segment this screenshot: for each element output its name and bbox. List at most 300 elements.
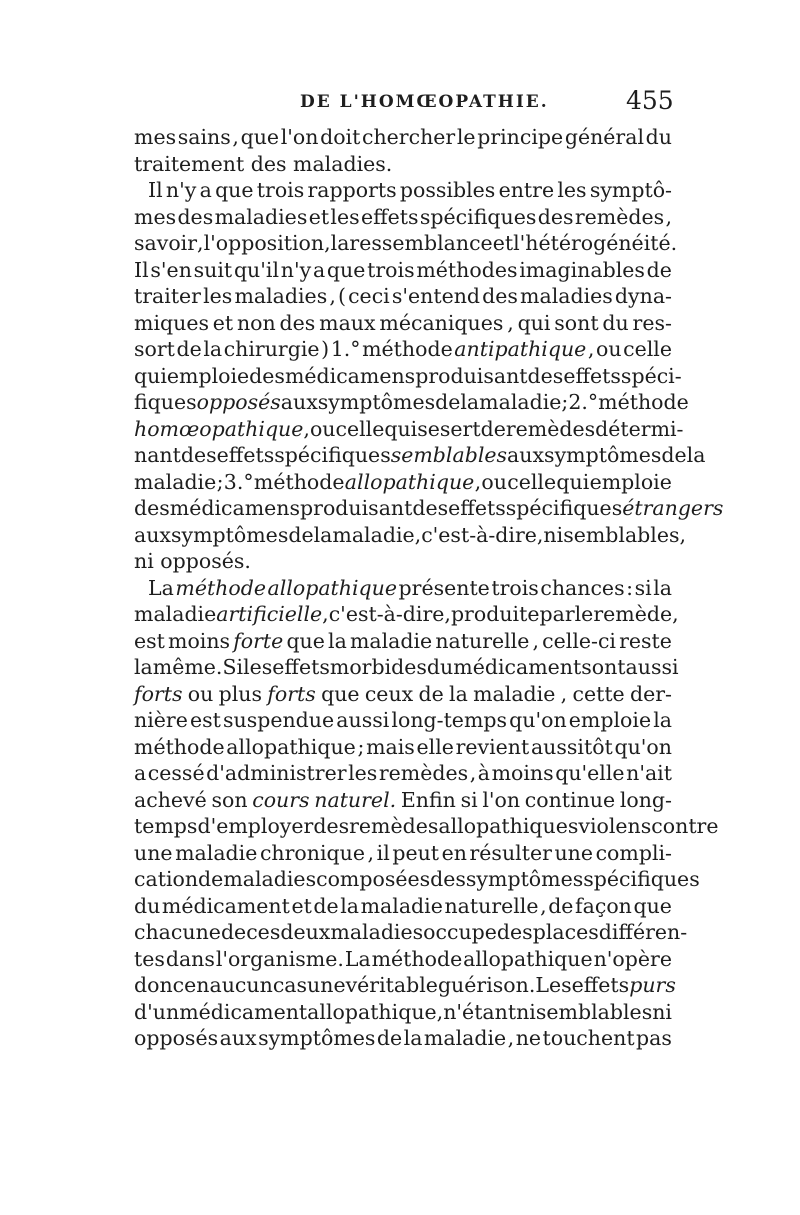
word-group (226, 734, 355, 761)
word: méthode (598, 390, 689, 414)
word: guérison. (437, 973, 536, 997)
word: maladies (330, 920, 424, 944)
word-group (652, 999, 672, 1026)
word-group (633, 893, 671, 920)
word: a (312, 257, 326, 282)
word-group (482, 283, 518, 310)
word-group (540, 575, 624, 602)
word: ni (543, 522, 564, 547)
word-group (213, 310, 233, 337)
word-group (134, 522, 171, 549)
word: de (480, 416, 506, 441)
word: que (240, 125, 280, 149)
word: , (414, 522, 422, 547)
text-line (134, 787, 672, 814)
word: effets (360, 204, 419, 229)
word-group (286, 628, 324, 655)
word: maladies (234, 284, 328, 308)
word-group (531, 734, 613, 761)
word: à (477, 761, 491, 785)
word: médicamens (169, 496, 301, 520)
word-group (588, 336, 595, 363)
word-group (206, 760, 346, 787)
word: ni (516, 999, 536, 1024)
word-group (307, 972, 346, 999)
word: d'administrer (206, 761, 347, 785)
word-group (328, 628, 347, 655)
word-group (134, 310, 209, 337)
word-group (215, 204, 308, 231)
word-group (507, 469, 556, 496)
word: symptômes (317, 390, 436, 414)
word: et (212, 310, 234, 335)
word-group (598, 389, 689, 416)
word-group (596, 336, 622, 363)
word: maladies (214, 204, 308, 229)
word: chirurgie (223, 337, 320, 361)
word: médicament (453, 655, 582, 679)
word-group (437, 999, 444, 1026)
word: purs (629, 973, 676, 997)
word-group (575, 601, 594, 628)
word: des (537, 204, 574, 229)
word: chacune (134, 920, 221, 944)
word: revient (455, 734, 530, 759)
word-group (216, 946, 344, 973)
word: de (646, 257, 672, 282)
word: composées (316, 867, 431, 891)
word-group (345, 946, 371, 973)
word: aussi (625, 655, 679, 679)
body-text (134, 124, 724, 1052)
word: est (134, 628, 165, 653)
word: , (672, 602, 679, 626)
word-group (473, 681, 555, 708)
word-group (327, 257, 365, 284)
word: cas (272, 973, 308, 997)
word: cette (572, 681, 625, 706)
word-group (424, 1025, 506, 1052)
word-group (440, 416, 481, 443)
word: qu'il (233, 257, 280, 282)
text-line (134, 972, 676, 999)
word-group (569, 707, 651, 734)
word: les (243, 655, 273, 679)
word: méthode (134, 734, 225, 759)
text-line (134, 442, 706, 469)
word-group (217, 469, 224, 496)
word-group (543, 1025, 635, 1052)
word-group (475, 469, 482, 496)
word-group (184, 972, 209, 999)
word-group (349, 813, 438, 840)
word-group (170, 495, 300, 522)
text-line (134, 734, 672, 761)
word: ces (246, 920, 281, 944)
word: des (412, 496, 449, 520)
word: des (249, 363, 285, 388)
word-group (336, 707, 389, 734)
word-group (633, 310, 672, 337)
word-group (596, 840, 672, 867)
word-group (508, 1025, 515, 1052)
word-group (535, 972, 571, 999)
word-group (630, 681, 672, 708)
word: maladie (349, 628, 433, 653)
word: cours (252, 787, 310, 812)
word: savoir (134, 231, 198, 255)
word-group (162, 893, 290, 920)
word: qui (134, 363, 167, 388)
word-group (288, 522, 313, 549)
word: , (665, 204, 672, 229)
word: semblables (535, 999, 653, 1024)
word: morbides (329, 655, 427, 679)
word: miques (134, 310, 209, 335)
word: aux (134, 522, 171, 547)
word: ; (561, 390, 569, 414)
word: doit (320, 125, 361, 149)
word-group (466, 866, 583, 893)
word-group (492, 760, 554, 787)
word: violens (578, 814, 652, 838)
word: celle-ci (542, 628, 616, 653)
word: la (449, 681, 468, 706)
word-group (166, 946, 215, 973)
word-group (338, 283, 346, 310)
word: antipathique (454, 337, 587, 361)
word: que (326, 257, 366, 282)
word: si (634, 575, 652, 600)
word: deux (280, 920, 331, 944)
word-group (563, 522, 679, 549)
word-group (274, 442, 390, 469)
word-group (134, 707, 188, 734)
word-group (444, 893, 538, 920)
word: des (180, 443, 217, 467)
word-group (361, 893, 443, 920)
word: emploie (166, 363, 250, 388)
word: que (286, 628, 325, 653)
page-number: 455 (626, 86, 674, 115)
word: du (602, 310, 629, 335)
word: l'hétérogénéité. (513, 231, 678, 255)
word-group (412, 495, 448, 522)
word-group (620, 787, 672, 814)
word-group (348, 760, 377, 787)
word-group (481, 469, 507, 496)
word: temps (134, 814, 198, 838)
word-group (392, 283, 480, 310)
word-group (330, 919, 423, 946)
word: naturel. (314, 787, 397, 812)
word: semblables (390, 443, 508, 467)
word-group (350, 628, 432, 655)
word-group (557, 177, 586, 204)
word: symptô- (589, 178, 672, 202)
word: remèdes (505, 416, 596, 441)
word-group (565, 124, 644, 151)
word: de (376, 1026, 403, 1050)
word: l'opposition (203, 231, 325, 255)
word: allopathique (463, 946, 593, 971)
word: ; (216, 469, 224, 494)
word-group (651, 813, 718, 840)
word-group (542, 628, 616, 655)
word: est (189, 708, 221, 732)
word: qu'elle (555, 761, 625, 785)
word: résulter (469, 840, 552, 865)
word: n'y (165, 178, 197, 202)
word-group (308, 177, 397, 204)
word: reste (619, 628, 672, 653)
word-group (449, 681, 468, 708)
word: ( (337, 284, 346, 308)
text-line (134, 230, 678, 257)
word-group (134, 230, 197, 257)
word-group (391, 442, 507, 469)
word: remède (593, 602, 673, 626)
word-group (525, 787, 615, 814)
word-group (506, 416, 595, 443)
word: d'un (134, 999, 180, 1024)
word-group (134, 999, 179, 1026)
word-group (357, 734, 364, 761)
word: remèdes (574, 204, 665, 229)
word: chronique (259, 840, 365, 865)
word: détermi- (595, 416, 684, 441)
word: , (507, 1026, 515, 1050)
word-group (134, 257, 149, 284)
word: , (197, 231, 204, 255)
word: spécifiques (419, 204, 537, 229)
word: allopathique (344, 469, 475, 494)
word-group (260, 840, 365, 867)
word-group (188, 681, 214, 708)
word-group (329, 601, 445, 628)
word: maladie (332, 522, 415, 547)
word: , (444, 602, 451, 626)
word: de (198, 867, 224, 891)
word-group (572, 972, 630, 999)
word-group (134, 124, 176, 151)
word-group (257, 177, 304, 204)
word: que (321, 681, 360, 706)
word: , (367, 840, 375, 865)
word: ; (357, 734, 365, 759)
word: produite (450, 602, 540, 626)
word: sont (554, 310, 599, 335)
word-group (491, 575, 538, 602)
word: celle (335, 416, 385, 441)
word-group (249, 363, 285, 390)
word: les (557, 178, 587, 202)
word-group (575, 204, 664, 231)
word: méthode (362, 337, 453, 361)
word: aux (219, 1026, 257, 1050)
word: contre (651, 814, 719, 838)
word-group (362, 124, 455, 151)
word-group (232, 124, 239, 151)
word: Il (148, 178, 163, 202)
word: occupe (423, 920, 497, 944)
word: médicamens (284, 363, 416, 388)
word-group (177, 204, 213, 231)
word: général (564, 125, 644, 149)
word: ressemblance (349, 231, 493, 255)
word: effets (272, 655, 330, 679)
word: , (436, 999, 444, 1024)
word-group (556, 469, 589, 496)
word-group (419, 681, 444, 708)
word-group (310, 416, 336, 443)
word-group (470, 840, 552, 867)
word: d'employer (197, 814, 314, 838)
word-group (134, 972, 184, 999)
word-group (379, 760, 468, 787)
word: de (418, 681, 444, 706)
text-line (134, 866, 700, 893)
word-group (533, 628, 540, 655)
word: , (329, 284, 336, 308)
word: de (435, 390, 461, 414)
word: maladie (360, 893, 443, 918)
word-group (321, 681, 359, 708)
word-group (568, 389, 598, 416)
word-group (482, 787, 520, 814)
word-group (224, 336, 320, 363)
word: qu'on (614, 734, 672, 759)
word: l'on (280, 125, 319, 149)
text-line (134, 124, 672, 151)
word: nière (134, 708, 188, 732)
word-group (222, 654, 243, 681)
word: long- (619, 787, 672, 812)
word: qu'on (509, 708, 567, 732)
word-group (223, 707, 334, 734)
word: la (653, 575, 672, 600)
word: maladie (423, 1026, 507, 1050)
word-group (134, 601, 216, 628)
word: méthodes (416, 257, 518, 282)
word: ou (187, 681, 214, 706)
word: des (527, 363, 564, 388)
word: la (134, 655, 153, 679)
word-group (166, 177, 196, 204)
word-group (280, 919, 330, 946)
word: s'entend (391, 284, 481, 308)
word-group (197, 813, 313, 840)
word-group (516, 1025, 541, 1052)
word-group (384, 416, 417, 443)
word: maladie (175, 840, 258, 865)
word: res- (632, 310, 672, 335)
word-group (554, 310, 598, 337)
word-group (516, 999, 536, 1026)
word-group (399, 575, 490, 602)
word: de (548, 893, 574, 918)
word-group (454, 336, 586, 363)
word: sort (134, 337, 175, 361)
text-line (134, 363, 682, 390)
word-group (134, 919, 221, 946)
word: 2.° (568, 390, 599, 414)
word-group (593, 601, 672, 628)
word: symptômes (171, 522, 289, 547)
word: forts (134, 681, 183, 706)
word: , (536, 522, 544, 547)
word-group (281, 389, 318, 416)
word: même. (152, 655, 223, 679)
word-group (438, 972, 535, 999)
word-group (273, 972, 307, 999)
text-line (134, 495, 724, 522)
word: effets (571, 973, 630, 997)
word: emploie (589, 469, 672, 494)
word: naturelle (444, 893, 539, 918)
word: fiques (134, 390, 197, 414)
word: maladie (473, 681, 556, 706)
word-group (329, 283, 336, 310)
word: différen- (598, 920, 688, 944)
word: celle (507, 469, 557, 494)
word-group (233, 628, 283, 655)
word-group (415, 363, 527, 390)
running-head: DE L'HOMŒOPATHIE. (300, 92, 549, 112)
word: le (574, 602, 594, 626)
word-group (254, 469, 345, 496)
word-group (391, 707, 507, 734)
word-group (575, 893, 632, 920)
word: entre (498, 178, 555, 202)
word-group (548, 893, 573, 920)
word: a (134, 761, 147, 785)
word-group (316, 866, 430, 893)
word: nant (134, 443, 181, 467)
word: peut (392, 840, 440, 865)
word-group (237, 310, 276, 337)
word-group (507, 442, 544, 469)
word: opposés (134, 1026, 219, 1050)
word: la (313, 522, 333, 547)
word: imaginables (519, 257, 645, 282)
word: cation (134, 867, 199, 891)
text-line (134, 813, 719, 840)
word: façon (575, 893, 632, 918)
word-group (401, 787, 456, 814)
text-line (134, 1025, 672, 1052)
word-group (435, 389, 460, 416)
word: et (308, 204, 330, 229)
word-group (636, 1025, 672, 1052)
word-group (563, 363, 621, 390)
word: , (232, 125, 239, 149)
word-group (216, 601, 322, 628)
word-group (646, 124, 672, 151)
word-group (210, 972, 273, 999)
word: Enfin (400, 787, 456, 812)
word: s'en (150, 257, 192, 282)
word: suspendue (222, 708, 335, 732)
word-group (461, 787, 478, 814)
word: aussitôt (530, 734, 613, 759)
word: forte (233, 628, 284, 653)
word-group (268, 575, 397, 602)
text-line (134, 893, 672, 920)
word: Il (134, 257, 149, 282)
word-group (134, 813, 197, 840)
word: , (532, 628, 540, 653)
